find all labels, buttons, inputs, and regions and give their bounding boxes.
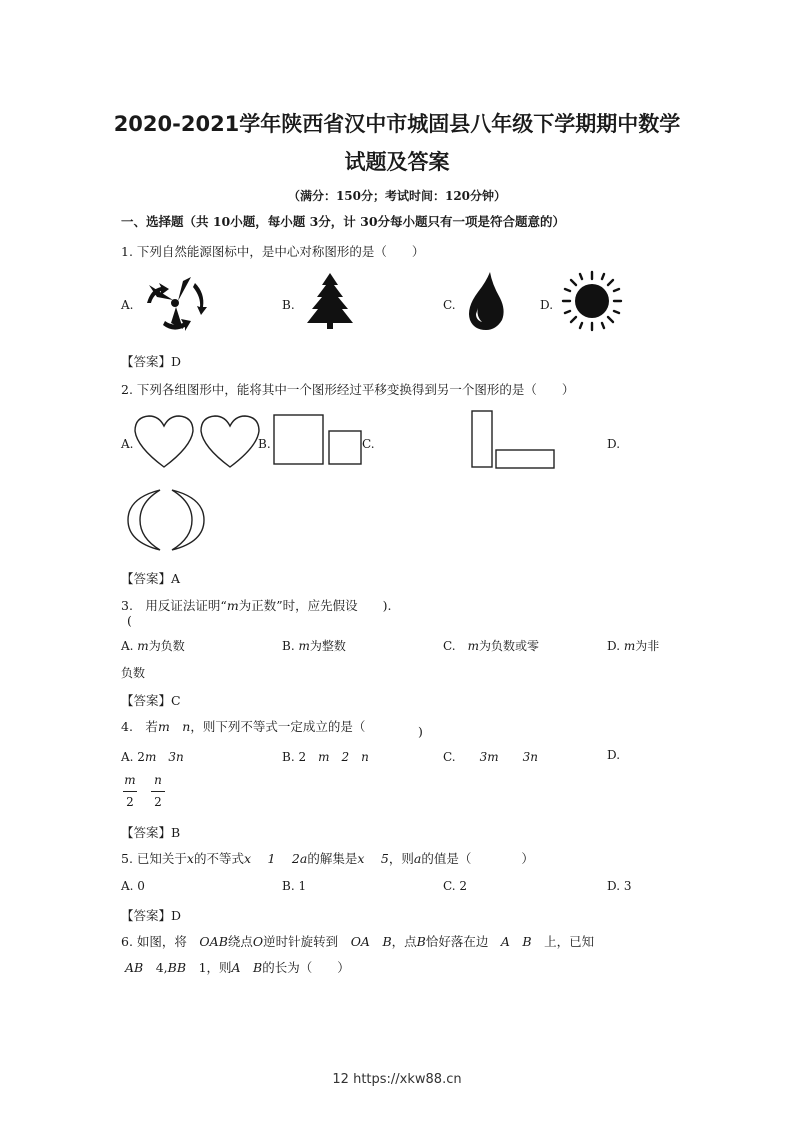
q4-option-d-fraction-n	[151, 773, 165, 809]
q2-answer: 【答案】A	[121, 571, 181, 586]
q2-option-d-label: D.	[607, 437, 621, 451]
q4-option-b-expr: m 2 n	[318, 750, 369, 764]
q5-answer: 【答案】D	[121, 908, 182, 923]
q6-var-oa-b: OA B	[350, 934, 392, 949]
page-footer: 12 https://xkw88.cn	[332, 1072, 462, 1087]
q6-line2-value-4: 4,	[155, 960, 168, 975]
q3-var-m: m	[226, 598, 239, 613]
q4-answer: 【答案】B	[121, 825, 181, 840]
question-4-stem	[121, 717, 365, 735]
question-1-stem: 1. 下列自然能源图标中，是中心对称图形的是（ ）	[121, 244, 425, 259]
q4-stem-part-b: ，则下列不等式一定成立的是（	[190, 719, 366, 734]
q4-option-d-label: D.	[607, 748, 621, 762]
question-6-line2	[125, 958, 350, 976]
q4-option-a	[121, 748, 184, 765]
q3-option-a-label: A.	[121, 639, 138, 653]
crescent-shapes	[126, 488, 206, 552]
q3-stem-part-a: 3. 用反证法证明“	[121, 598, 227, 613]
q1-option-c-label: C.	[443, 298, 456, 312]
square-small	[328, 430, 362, 466]
q6-var-a-b-2: A B	[231, 960, 263, 975]
q6-line2-part-c: 的长为（ ）	[262, 960, 350, 975]
q5-stem-part-c: 的解集是	[307, 851, 358, 866]
q6-var-b: B	[416, 934, 426, 949]
q3-option-c-var: m	[467, 639, 479, 653]
page-title-line2: 试题及答案	[344, 150, 450, 174]
q3-option-a	[121, 637, 185, 654]
q5-option-a: A. 0	[121, 879, 145, 893]
q3-option-b-var: m	[298, 639, 310, 653]
q4-option-c-label: C.	[443, 750, 456, 764]
q5-stem-part-a: 5. 已知关于	[121, 851, 187, 866]
q3-stem-part-b: 为正数”时，应先假设 ).	[238, 598, 392, 613]
q2-option-c-label: C.	[362, 437, 375, 451]
q3-answer: 【答案】C	[121, 693, 181, 708]
wind-turbine-icon	[143, 273, 209, 333]
q6-line2-part-b: 1，则	[198, 960, 232, 975]
question-2-stem: 2. 下列各组图形中，能将其中一个图形经过平移变换得到另一个图形的是（ ）	[121, 382, 575, 397]
fraction-numerator-n: n	[154, 773, 162, 787]
page-title: 2020-2021学年陕西省汉中市城固县八年级下学期期中数学	[113, 112, 681, 136]
q6-line1-part-f: 上，已知	[544, 934, 595, 949]
question-3-stem	[121, 596, 391, 614]
q2-option-b-label: B.	[258, 437, 271, 451]
fraction-denominator-m: 2	[123, 791, 137, 809]
q1-option-b-label: B.	[282, 298, 295, 312]
q3-option-c	[443, 637, 539, 654]
q3-option-d-continued: 负数	[121, 666, 146, 680]
q3-option-d-text: 为非	[635, 639, 660, 653]
q3-option-d	[607, 637, 659, 654]
square-large	[273, 414, 325, 466]
q4-close-paren: )	[418, 724, 423, 739]
q6-line1-part-e: 恰好落在边	[425, 934, 489, 949]
q1-option-d-label: D.	[540, 298, 554, 312]
q6-var-o: O	[252, 934, 264, 949]
water-drop-icon	[466, 270, 506, 332]
q5-option-d: D. 3	[607, 879, 632, 893]
q3-paren: (	[127, 613, 132, 628]
q6-var-a-b: A B	[500, 934, 532, 949]
q3-option-b-label: B.	[282, 639, 299, 653]
q6-line1-part-d: ，点	[391, 934, 417, 949]
q4-option-c	[443, 748, 538, 765]
q3-option-c-label: C.	[443, 639, 456, 653]
q1-option-a-label: A.	[121, 298, 134, 312]
q4-stem-part-a: 4. 若	[121, 719, 158, 734]
q5-stem-part-d: ，则	[388, 851, 414, 866]
q4-option-a-label: A. 2	[121, 750, 145, 764]
exam-info: （满分：150分；考试时间：120分钟）	[287, 189, 507, 203]
q5-inequality: x 1 2a	[243, 851, 308, 866]
q3-option-c-text: 为负数或零	[478, 639, 539, 653]
q6-var-ab: AB	[125, 960, 144, 975]
q3-option-a-text: 为负数	[148, 639, 185, 653]
q1-answer: 【答案】D	[121, 354, 182, 369]
tree-icon	[302, 271, 358, 331]
q4-option-b-label: B. 2	[282, 750, 319, 764]
q3-option-d-label: D.	[607, 639, 624, 653]
q4-option-a-expr: m 3n	[144, 750, 184, 764]
fraction-denominator-n: 2	[151, 791, 165, 809]
fraction-numerator-m: m	[124, 773, 136, 787]
q2-option-a-label: A.	[121, 437, 134, 451]
q3-option-d-var: m	[623, 639, 636, 653]
q5-solution-set: x 5	[357, 851, 389, 866]
q4-stem-var: m n	[157, 719, 191, 734]
heart-shape-1	[133, 413, 195, 471]
q3-option-b	[282, 637, 346, 654]
q6-line1-part-a: 6. 如图，将	[121, 934, 187, 949]
q4-option-d-fraction-m	[123, 773, 137, 809]
q5-option-b: B. 1	[282, 879, 307, 893]
q6-line1-part-c: 逆时针旋转到	[263, 934, 339, 949]
q5-var-a: a	[413, 851, 422, 866]
q6-line1-part-b: 绕点	[227, 934, 253, 949]
q5-option-c: C. 2	[443, 879, 468, 893]
section-heading: 一、选择题（共 10小题，每小题 3分，计 30分每小题只有一项是符合题意的）	[121, 214, 566, 229]
q3-option-b-text: 为整数	[309, 639, 346, 653]
sun-icon	[561, 270, 623, 332]
rectangle-horizontal	[495, 449, 555, 469]
q5-stem-part-b: 的不等式	[193, 851, 244, 866]
q3-option-a-var: m	[137, 639, 149, 653]
q4-option-c-expr: 3m 3n	[479, 750, 538, 764]
q6-var-bb: BB	[167, 960, 187, 975]
heart-shape-2	[199, 413, 261, 471]
q5-var-x: x	[186, 851, 194, 866]
question-5-stem	[121, 849, 534, 867]
q5-stem-part-e: 的值是（ ）	[421, 851, 534, 866]
q6-var-oab: OAB	[199, 934, 228, 949]
q4-option-b	[282, 748, 369, 765]
rectangle-vertical	[471, 410, 493, 468]
question-6-line1	[121, 932, 594, 950]
